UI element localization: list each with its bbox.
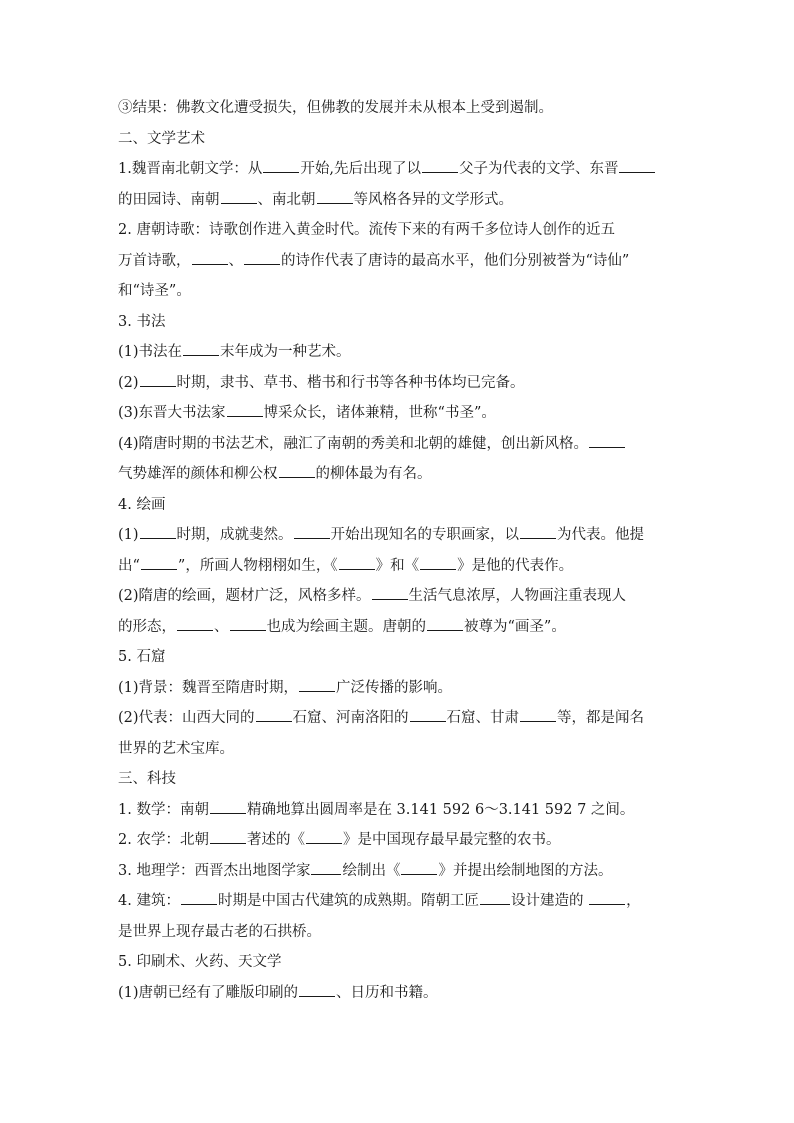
text-segment: 1. 数学：南朝 (118, 801, 209, 818)
section-heading: 4. 绘画 (118, 496, 166, 513)
fill-blank[interactable] (263, 155, 299, 173)
text-segment: 的形态， (118, 618, 176, 635)
text-line: 世界的艺术宝库。 (118, 740, 234, 757)
text-segment: 被尊为“画圣”。 (464, 618, 566, 635)
fill-blank[interactable] (221, 186, 257, 204)
text-line (118, 886, 678, 917)
text-segment: 石窟、甘肃 (446, 710, 520, 726)
fill-blank[interactable] (427, 613, 463, 631)
text-segment: 著述的《 (246, 832, 305, 848)
text-line (118, 398, 678, 429)
text-segment: 开始,先后出现了以 (300, 161, 421, 177)
fill-blank[interactable] (299, 979, 335, 997)
text-segment: 为代表。他提 (557, 527, 645, 543)
text-segment: 的诗作代表了唐诗的最高水平，他们分别被誉为“诗仙” (281, 252, 630, 269)
text-line (118, 459, 678, 490)
text-line (118, 337, 678, 368)
fill-blank[interactable] (294, 521, 330, 539)
section-heading: 5. 石窟 (118, 649, 166, 665)
fill-blank[interactable] (192, 247, 228, 265)
text-line: ③结果：佛教文化遭受损失，但佛教的发展并未从根本上受到遏制。 (118, 100, 553, 116)
fill-blank[interactable] (410, 704, 446, 722)
fill-blank[interactable] (177, 613, 213, 631)
text-segment: 石窟、河南洛阳的 (292, 710, 409, 726)
text-segment: 》是中国现存最早最完整的农书。 (342, 832, 561, 848)
fill-blank[interactable] (311, 857, 341, 875)
text-segment: 开始出现知名的专职画家，以 (330, 527, 520, 543)
text-segment: 出“ (118, 557, 140, 574)
text-segment: (4)隋唐时期的书法艺术，融汇了南朝的秀美和北朝的雄健，创出新风格。 (118, 435, 589, 452)
text-segment: 时期，成就斐然。 (176, 527, 293, 543)
fill-blank[interactable] (589, 887, 625, 905)
text-line (118, 795, 678, 826)
fill-blank[interactable] (299, 674, 335, 692)
text-line: 是世界上现存最古老的石拱桥。 (118, 923, 321, 940)
text-segment: 时期，隶书、草书、楷书和行书等各种书体均已完备。 (176, 374, 525, 391)
document-body (118, 93, 678, 1008)
text-segment: (2) (118, 374, 139, 391)
text-segment: 等风格各异的文学形式。 (353, 191, 513, 208)
section-heading: 二、文学艺术 (118, 130, 205, 147)
text-segment: 、日历和书籍。 (336, 984, 438, 1001)
text-segment: 2. 农学：北朝 (118, 832, 209, 848)
text-line (118, 368, 678, 399)
text-segment: 设计建造的 (510, 893, 589, 909)
text-segment: 广泛传播的影响。 (336, 679, 453, 696)
text-line (118, 978, 678, 1009)
text-line: 和“诗圣”。 (118, 283, 191, 299)
fill-blank[interactable] (181, 887, 217, 905)
fill-blank[interactable] (372, 582, 408, 600)
text-line (118, 154, 678, 185)
fill-blank[interactable] (141, 552, 177, 570)
text-segment: 万首诗歌， (118, 252, 191, 269)
fill-blank[interactable] (230, 613, 266, 631)
fill-blank[interactable] (279, 460, 315, 478)
text-line (118, 673, 678, 704)
text-segment: 的柳体最为有名。 (315, 466, 432, 482)
text-segment: 等，都是闻名 (557, 710, 645, 726)
text-line (118, 551, 678, 582)
text-segment: 4. 建筑： (118, 893, 180, 909)
fill-blank[interactable] (480, 887, 510, 905)
text-line (118, 185, 678, 216)
fill-blank[interactable] (520, 521, 556, 539)
text-line (118, 825, 678, 856)
fill-blank[interactable] (227, 399, 263, 417)
fill-blank[interactable] (589, 430, 625, 448)
text-segment: 》是他的代表作。 (457, 557, 574, 574)
text-segment: (1)唐朝已经有了雕版印刷的 (118, 984, 299, 1001)
text-segment: (1)书法在 (118, 344, 183, 360)
fill-blank[interactable] (244, 247, 280, 265)
text-line (118, 581, 678, 612)
fill-blank[interactable] (317, 186, 353, 204)
text-line (118, 856, 678, 887)
text-segment: 》和《 (375, 557, 420, 574)
text-segment: 也成为绘画主题。唐朝的 (266, 618, 426, 635)
fill-blank[interactable] (420, 552, 456, 570)
fill-blank[interactable] (210, 826, 246, 844)
text-segment: (3)东晋大书法家 (118, 405, 226, 421)
fill-blank[interactable] (306, 826, 342, 844)
fill-blank[interactable] (422, 155, 458, 173)
text-segment: (1) (118, 527, 139, 543)
text-segment: (2)代表：山西大同的 (118, 710, 255, 726)
fill-blank[interactable] (520, 704, 556, 722)
text-line (118, 246, 678, 277)
text-segment: 1.魏晋南北朝文学：从 (118, 161, 263, 177)
section-heading: 5. 印刷术、火药、天文学 (118, 954, 282, 970)
text-segment: ”，所画人物栩栩如生，《 (177, 557, 338, 574)
text-segment: 生活气息浓厚，人物画注重表现人 (408, 588, 627, 604)
text-line (118, 612, 678, 643)
section-heading: 3. 书法 (118, 313, 166, 330)
text-segment: 3. 地理学：西晋杰出地图学家 (118, 862, 311, 879)
section-heading: 三、科技 (118, 771, 176, 787)
text-segment: 时期是中国古代建筑的成熟期。隋朝工匠 (217, 893, 479, 909)
text-segment: 父子为代表的文学、东晋 (458, 161, 619, 177)
text-segment: 博采众长，诸体兼精，世称“书圣”。 (263, 405, 496, 421)
text-segment: 、 (214, 618, 229, 635)
fill-blank[interactable] (256, 704, 292, 722)
text-segment: ， (626, 893, 641, 909)
text-line (118, 703, 678, 734)
text-segment: 、南北朝 (257, 191, 316, 208)
text-segment: 气势雄浑的颜体和柳公权 (118, 466, 278, 482)
fill-blank[interactable] (401, 857, 437, 875)
fill-blank[interactable] (140, 521, 176, 539)
text-segment: (1)背景：魏晋至隋唐时期， (118, 679, 299, 696)
fill-blank[interactable] (183, 338, 219, 356)
text-line (118, 520, 678, 551)
text-segment: 精确地算出圆周率是在 3.141 592 6～3.141 592 7 之间。 (246, 801, 635, 818)
text-segment: 、 (228, 252, 243, 269)
text-line (118, 429, 678, 460)
fill-blank[interactable] (210, 796, 246, 814)
fill-blank[interactable] (619, 155, 655, 173)
text-segment: 》并提出绘制地图的方法。 (438, 862, 613, 879)
fill-blank[interactable] (140, 369, 176, 387)
text-line: 2. 唐朝诗歌：诗歌创作进入黄金时代。流传下来的有两千多位诗人创作的近五 (118, 222, 615, 238)
text-segment: 的田园诗、南朝 (118, 191, 220, 208)
text-segment: 绘制出《 (342, 862, 401, 879)
text-segment: (2)隋唐的绘画，题材广泛，风格多样。 (118, 588, 371, 604)
text-segment: 末年成为一种艺术。 (220, 344, 351, 360)
fill-blank[interactable] (339, 552, 375, 570)
